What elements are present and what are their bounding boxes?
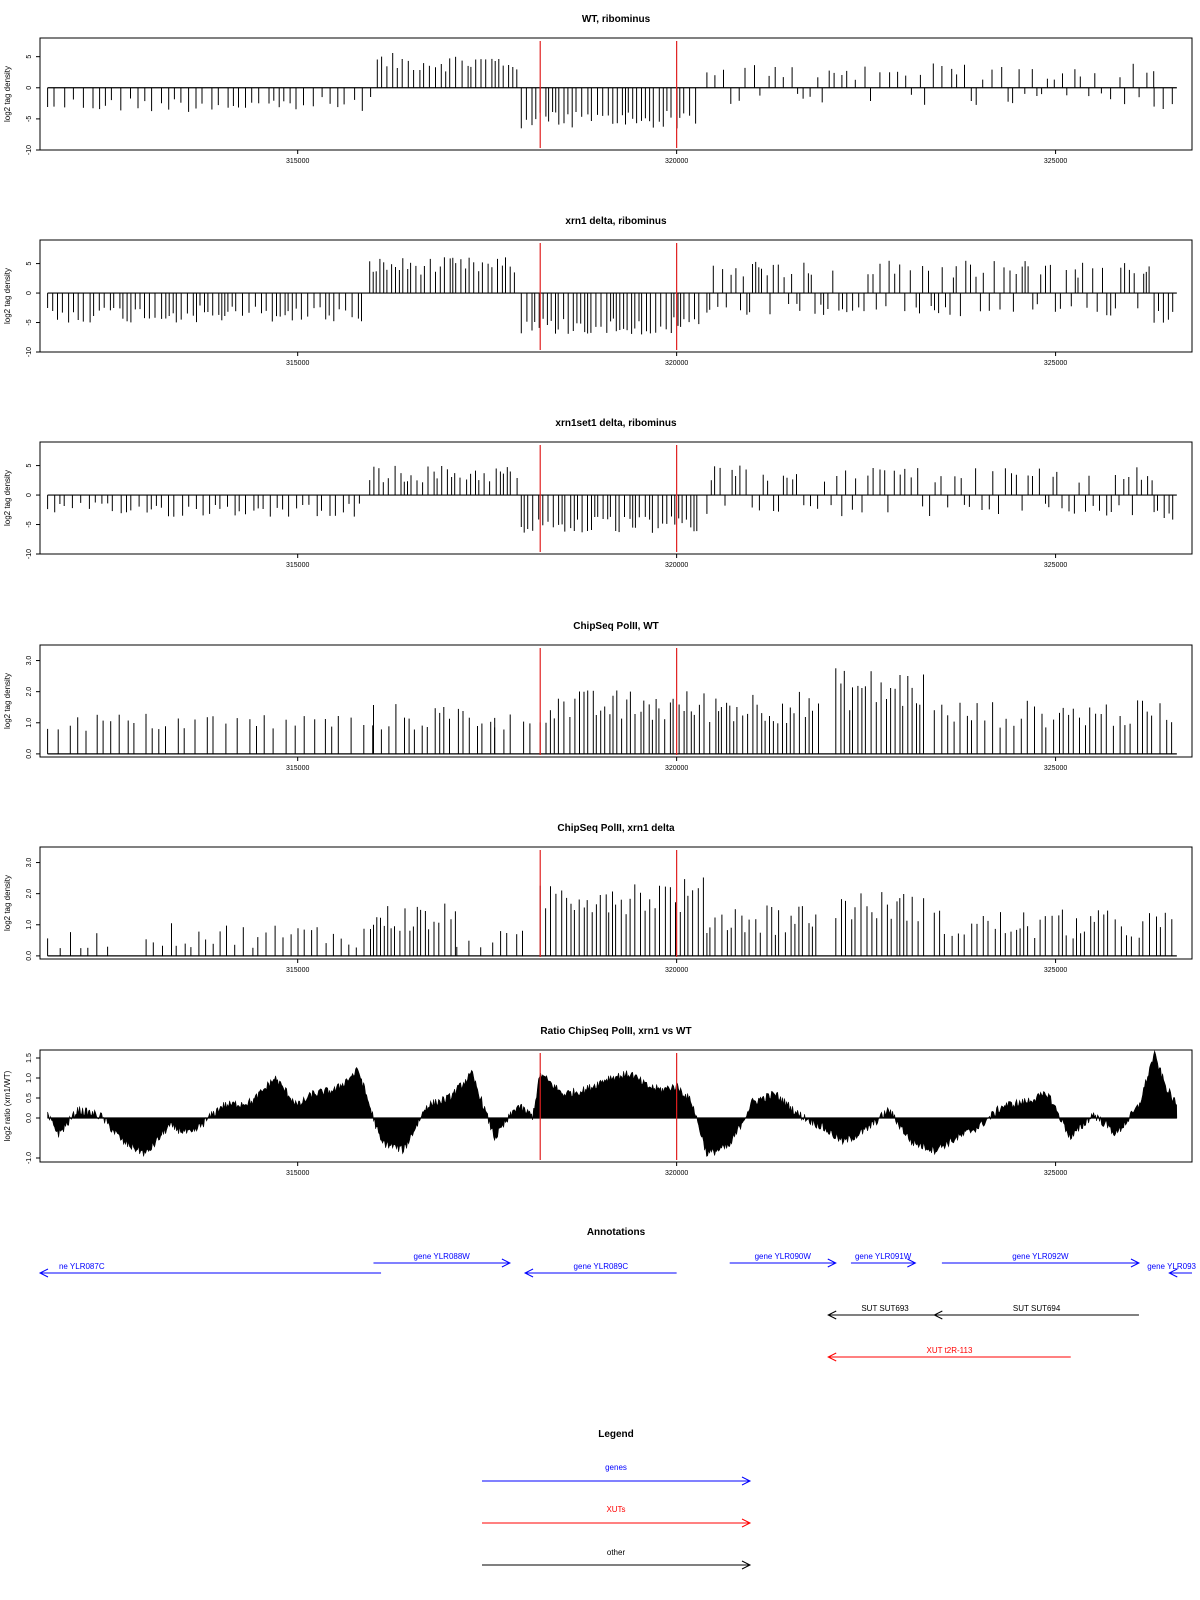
legend-item-other [482, 1548, 750, 1569]
feature-label: gene YLR088W [413, 1252, 470, 1261]
chart-panels [3, 14, 1192, 1177]
y-tick-label: 1.5 [26, 1053, 33, 1063]
y-axis-label: log2 tag density [3, 65, 12, 123]
annotations-section [40, 1227, 1197, 1361]
y-tick-label: -1.0 [26, 1151, 33, 1165]
y-tick-label: -10 [26, 548, 33, 560]
annotation-tracks [40, 1252, 1197, 1361]
y-tick-label: 3.0 [26, 655, 33, 666]
y-tick-label: 0.0 [26, 1113, 33, 1123]
legend-section [482, 1429, 750, 1569]
y-tick-label: 5 [26, 54, 33, 59]
y-axis-label: log2 tag density [3, 874, 12, 932]
x-tick-label: 315000 [286, 158, 310, 165]
annotation-feature [828, 1346, 1071, 1361]
data-marks [48, 668, 1172, 754]
legend-item-xuts [482, 1505, 750, 1527]
data-marks [48, 878, 1172, 956]
y-tick-label: 2.0 [26, 686, 33, 697]
legend-title: Legend [598, 1429, 634, 1440]
feature-label: gene YLR093 [1147, 1262, 1196, 1271]
x-tick-label: 325000 [1043, 967, 1068, 974]
feature-label: gene YLR092W [1012, 1252, 1069, 1261]
annotation-feature [828, 1304, 942, 1319]
chart-panel [3, 418, 1192, 569]
feature-label: XUT t2R-113 [926, 1346, 973, 1355]
ratio-area [48, 1051, 1177, 1156]
y-tick-label: -10 [26, 346, 33, 358]
data-marks [48, 466, 1173, 533]
x-tick-label: 320000 [664, 158, 689, 165]
feature-label: SUT SUT694 [1012, 1304, 1061, 1313]
y-axis-label: log2 tag density [3, 267, 12, 325]
x-tick-label: 315000 [286, 562, 310, 569]
y-tick-label: 5 [26, 261, 33, 266]
y-axis-label: log2 tag density [3, 672, 12, 730]
y-tick-label: 0 [26, 85, 33, 90]
feature-label: gene YLR089C [573, 1262, 629, 1271]
chart-panel [3, 1026, 1192, 1177]
chart-title: xrn1 delta, ribominus [565, 216, 667, 227]
chart-title: xrn1set1 delta, ribominus [555, 418, 677, 429]
x-tick-label: 320000 [664, 360, 689, 367]
y-axis-label: log2 tag density [3, 469, 12, 527]
x-tick-label: 325000 [1043, 158, 1068, 165]
legend-xuts-label: XUTs [606, 1505, 626, 1514]
x-tick-label: 320000 [664, 967, 689, 974]
data-marks [48, 53, 1173, 128]
y-tick-label: -10 [26, 144, 33, 156]
legend-genes-label: genes [605, 1463, 627, 1472]
annotations-title: Annotations [586, 1227, 646, 1238]
x-tick-label: 320000 [664, 562, 689, 569]
y-tick-label: 1.0 [26, 919, 33, 930]
y-tick-label: 0.5 [26, 1093, 33, 1103]
x-tick-label: 325000 [1043, 562, 1068, 569]
chart-panel [3, 621, 1192, 772]
y-tick-label: 0.0 [26, 749, 33, 759]
y-tick-label: 1.0 [26, 1073, 33, 1083]
legend-item-genes [482, 1463, 750, 1485]
chart-panel [3, 823, 1192, 974]
chart-title: Ratio ChipSeq PolII, xrn1 vs WT [540, 1026, 692, 1037]
feature-label: SUT SUT693 [861, 1304, 909, 1313]
feature-label: gene YLR090W [754, 1252, 811, 1261]
annotation-feature [934, 1304, 1139, 1319]
y-tick-label: -5 [26, 115, 33, 123]
annotation-feature [525, 1262, 677, 1277]
y-tick-label: 0 [26, 493, 33, 498]
y-tick-label: 2.0 [26, 888, 33, 899]
x-tick-label: 325000 [1043, 360, 1068, 367]
x-tick-label: 320000 [664, 1170, 689, 1177]
y-axis-label: log2 ratio (xrn1/WT) [3, 1070, 12, 1142]
annotation-feature [851, 1252, 915, 1267]
y-tick-label: 5 [26, 463, 33, 468]
chart-title: WT, ribominus [581, 14, 651, 25]
y-tick-label: -5 [26, 319, 33, 326]
y-tick-label: 0 [26, 291, 33, 296]
annotation-feature [373, 1252, 509, 1267]
annotation-feature [40, 1262, 381, 1277]
chart-panel [3, 216, 1192, 367]
plot-frame [40, 38, 1192, 150]
x-tick-label: 315000 [286, 360, 310, 367]
annotation-feature [730, 1252, 836, 1267]
x-tick-label: 320000 [664, 765, 689, 772]
chart-title: ChipSeq PolII, xrn1 delta [557, 823, 675, 834]
feature-label: ne YLR087C [58, 1262, 105, 1271]
chart-title: ChipSeq PolII, WT [573, 621, 659, 632]
y-tick-label: 1.0 [26, 717, 33, 728]
data-marks [48, 1051, 1177, 1156]
chart-panel [3, 14, 1192, 165]
annotation-feature [942, 1252, 1139, 1267]
y-tick-label: 3.0 [26, 857, 33, 868]
annotation-feature [1147, 1262, 1196, 1277]
y-tick-label: 0.0 [26, 951, 33, 961]
x-tick-label: 325000 [1043, 765, 1068, 772]
x-tick-label: 315000 [286, 1170, 310, 1177]
x-tick-label: 315000 [286, 967, 310, 974]
y-tick-label: -5 [26, 521, 33, 528]
x-tick-label: 325000 [1043, 1170, 1068, 1177]
legend-other-label: other [606, 1548, 626, 1557]
feature-label: gene YLR091W [854, 1252, 912, 1261]
data-marks [48, 257, 1173, 334]
x-tick-label: 315000 [286, 765, 310, 772]
